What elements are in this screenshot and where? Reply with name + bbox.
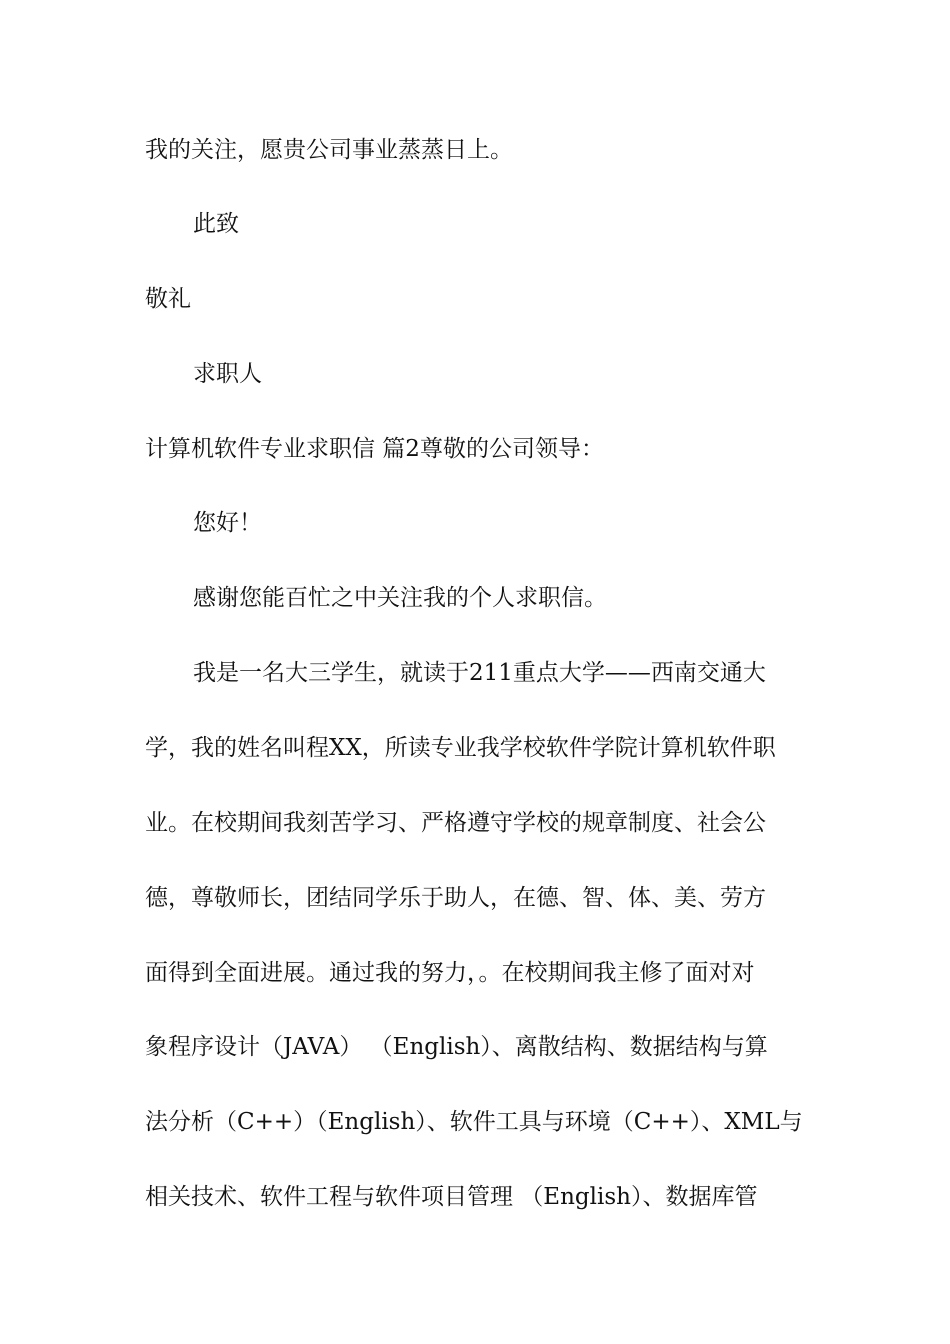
text-line: 我的关注，愿贵公司事业蒸蒸日上。 (145, 137, 513, 163)
text-line: 敬礼 (145, 286, 191, 312)
text-line: 计算机软件专业求职信 篇2尊敬的公司领导： (145, 436, 604, 462)
text-line: 学，我的姓名叫程XX，所读专业我学校软件学院计算机软件职 (145, 735, 776, 761)
text-line: 求职人 (193, 361, 262, 387)
text-line: 此致 (193, 211, 239, 237)
text-line: 您好！ (193, 510, 262, 536)
text-line: 德，尊敬师长，团结同学乐于助人，在德、智、体、美、劳方 (145, 885, 766, 911)
text-line: 感谢您能百忙之中关注我的个人求职信。 (193, 585, 607, 611)
text-line: 面得到全面进展。通过我的努力，。在校期间我主修了面对对 (145, 960, 755, 986)
text-line: 业。在校期间我刻苦学习、严格遵守学校的规章制度、社会公 (145, 810, 766, 836)
text-line: 我是一名大三学生，就读于211重点大学——西南交通大 (193, 660, 766, 686)
text-line: 象程序设计（JAVA） （English）、离散结构、数据结构与算 (145, 1034, 768, 1060)
text-line: 法分析（C++）（English）、软件工具与环境（C++）、XML与 (145, 1109, 803, 1135)
text-line: 相关技术、软件工程与软件项目管理 （English）、数据库管 (145, 1184, 758, 1210)
